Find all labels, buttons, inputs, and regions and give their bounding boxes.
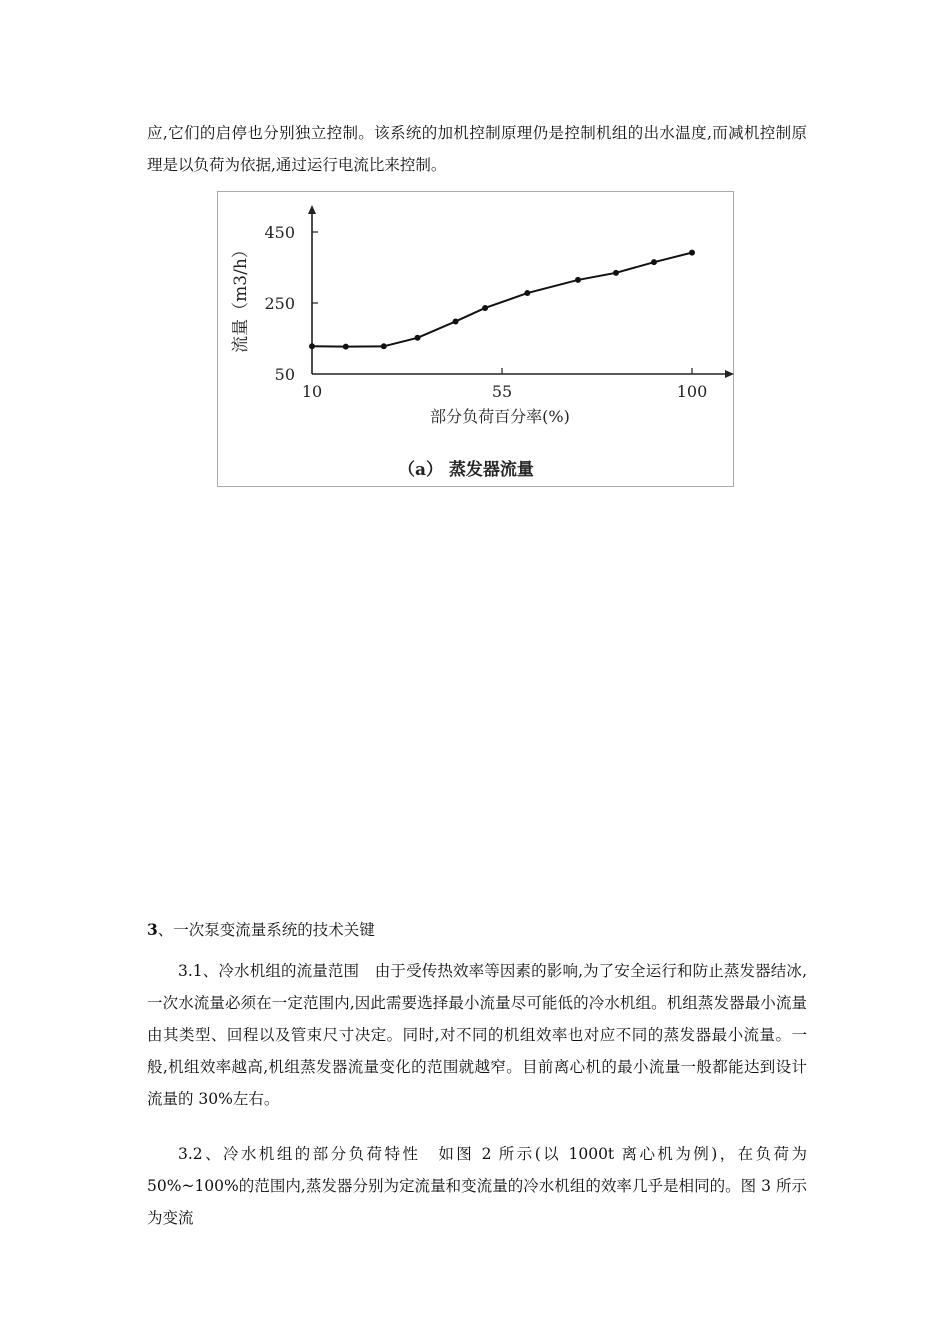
x-tick-label: 100 (676, 382, 708, 401)
y-axis-arrow (308, 205, 316, 214)
y-tick-label: 250 (264, 294, 295, 313)
data-point (343, 344, 349, 350)
section-number: 3 (147, 920, 158, 939)
data-point (651, 259, 657, 265)
data-point (309, 343, 315, 349)
x-tick-label: 55 (491, 382, 513, 401)
intro-paragraph: 应,它们的启停也分别独立控制。该系统的加机控制原理仍是控制机组的出水温度,而减机控制原理是以负荷为依据,通过运行电流比来控制。 (147, 124, 807, 174)
x-axis-arrow (725, 370, 734, 378)
data-point (415, 335, 421, 341)
paragraph-3-2: 3.2、冷水机组的部分负荷特性 如图 2 所示(以 1000t 离心机为例)，在负荷为 50%~100%的范围内,蒸发器分别为定流量和变流量的冷水机组的效率几乎是相同的。图 3 所示为变流 (147, 1145, 807, 1227)
y-axis-label: 流量（m3/h） (231, 241, 251, 353)
series-line (312, 253, 692, 347)
section-heading (147, 914, 807, 946)
y-tick-label: 450 (264, 223, 295, 242)
data-point (575, 277, 581, 283)
data-point (689, 250, 695, 256)
evaporator-flow-chart (218, 192, 735, 488)
data-point (613, 270, 619, 276)
data-point (381, 343, 387, 349)
data-point (524, 290, 530, 296)
x-axis-label: 部分负荷百分率(%) (430, 407, 570, 426)
x-tick-label: 10 (301, 382, 323, 401)
figure-evaporator-flow (217, 191, 734, 487)
paragraph-3-1: 3.1、冷水机组的流量范围 由于受传热效率等因素的影响,为了安全运行和防止蒸发器结冰,一次水流量必须在一定范围内,因此需要选择最小流量尽可能低的冷水机组。机组蒸发器最小流量由其类型、回程以及管束尺寸决定。同时,对不同的机组效率也对应不同的蒸发器最小流量。一般,机组效率越高,机组蒸发器流量变化的范围就越窄。目前离心机的最小流量一般都能达到设计流量的 30%左右。 (147, 962, 807, 1108)
figure-caption: （a） 蒸发器流量 (398, 460, 534, 480)
data-point (453, 318, 459, 324)
data-point (482, 305, 488, 311)
y-tick-label: 50 (274, 365, 295, 384)
section-title: 、一次泵变流量系统的技术关键 (157, 921, 375, 939)
